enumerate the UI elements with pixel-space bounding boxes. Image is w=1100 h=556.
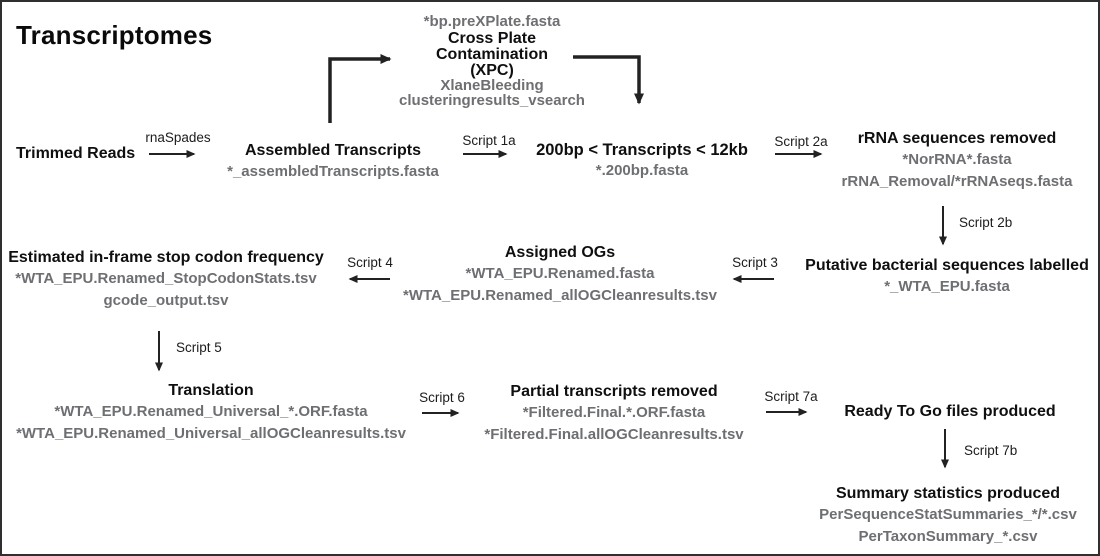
node-file: *_assembledTranscripts.fasta bbox=[227, 163, 439, 180]
edge-label-script-4: Script 4 bbox=[347, 255, 393, 270]
node-summary-statistics bbox=[819, 484, 1077, 548]
node-title: 200bp < Transcripts < 12kb bbox=[536, 141, 748, 159]
edge-label-script-6: Script 6 bbox=[419, 390, 465, 405]
page-title: Transcriptomes bbox=[16, 20, 213, 50]
node-assigned-ogs bbox=[403, 243, 717, 307]
arrow-assembled-to-xpc bbox=[330, 59, 390, 123]
edge-label-script-7b: Script 7b bbox=[964, 443, 1018, 458]
node-bacterial-labelled bbox=[805, 256, 1089, 298]
node-file: *Filtered.Final.allOGCleanresults.tsv bbox=[484, 426, 744, 443]
edge-label-script-5: Script 5 bbox=[176, 340, 222, 355]
node-file: *WTA_EPU.Renamed_StopCodonStats.tsv bbox=[15, 270, 317, 287]
node-file: *NorRNA*.fasta bbox=[902, 151, 1012, 168]
node-trimmed-reads bbox=[16, 144, 135, 164]
node-ready-to-go bbox=[844, 402, 1055, 422]
edge-label-script-2a: Script 2a bbox=[774, 134, 828, 149]
node-title: Partial transcripts removed bbox=[510, 383, 718, 400]
node-partial-removed bbox=[484, 382, 743, 446]
node-translation bbox=[16, 381, 406, 445]
node-title: Translation bbox=[168, 382, 254, 399]
node-file: *WTA_EPU.Renamed.fasta bbox=[465, 265, 655, 282]
node-file: PerTaxonSummary_*.csv bbox=[858, 528, 1038, 545]
node-file: gcode_output.tsv bbox=[103, 292, 229, 309]
node-file: XlaneBleeding bbox=[440, 77, 544, 94]
node-title: Assembled Transcripts bbox=[244, 142, 422, 159]
edge-label-script-1a: Script 1a bbox=[462, 133, 516, 148]
node-file: *WTA_EPU.Renamed_Universal_*.ORF.fasta bbox=[54, 403, 368, 420]
node-rrna-removed bbox=[842, 129, 1073, 193]
node-title: Ready To Go files produced bbox=[844, 403, 1056, 420]
edge-label-rnaspades: rnaSpades bbox=[145, 130, 211, 145]
node-title: Trimmed Reads bbox=[16, 145, 136, 162]
node-file: *_WTA_EPU.fasta bbox=[884, 278, 1010, 295]
node-file: *WTA_EPU.Renamed_Universal_allOGCleanresults.tsv bbox=[16, 425, 406, 442]
node-title-line: (XPC) bbox=[470, 62, 514, 79]
node-input-file: *bp.preXPlate.fasta bbox=[423, 13, 561, 30]
node-cross-plate-contamination bbox=[399, 12, 585, 108]
node-file: clusteringresults_vsearch bbox=[399, 91, 585, 109]
node-title: Estimated in-frame stop codon frequency bbox=[8, 249, 324, 266]
node-file: *.200bp.fasta bbox=[595, 162, 689, 179]
node-title: rRNA sequences removed bbox=[857, 130, 1057, 147]
node-assembled-transcripts bbox=[227, 141, 439, 183]
edge-label-script-3: Script 3 bbox=[732, 255, 778, 270]
node-file: PerSequenceStatSummaries_*/*.csv bbox=[819, 506, 1077, 523]
node-title-line: Contamination bbox=[436, 46, 548, 63]
node-size-filter bbox=[536, 140, 748, 182]
edge-label-script-7a: Script 7a bbox=[764, 389, 818, 404]
node-file: *WTA_EPU.Renamed_allOGCleanresults.tsv bbox=[403, 287, 717, 304]
node-title-line: Cross Plate bbox=[447, 30, 537, 47]
node-stop-codon-frequency bbox=[8, 248, 324, 312]
node-file: rRNA_Removal/*rRNAseqs.fasta bbox=[841, 173, 1073, 190]
node-title: Assigned OGs bbox=[504, 244, 616, 261]
edge-label-script-2b: Script 2b bbox=[959, 215, 1013, 230]
node-title: Summary statistics produced bbox=[835, 485, 1061, 502]
node-file: *Filtered.Final.*.ORF.fasta bbox=[522, 404, 706, 421]
node-title: Putative bacterial sequences labelled bbox=[805, 257, 1089, 274]
